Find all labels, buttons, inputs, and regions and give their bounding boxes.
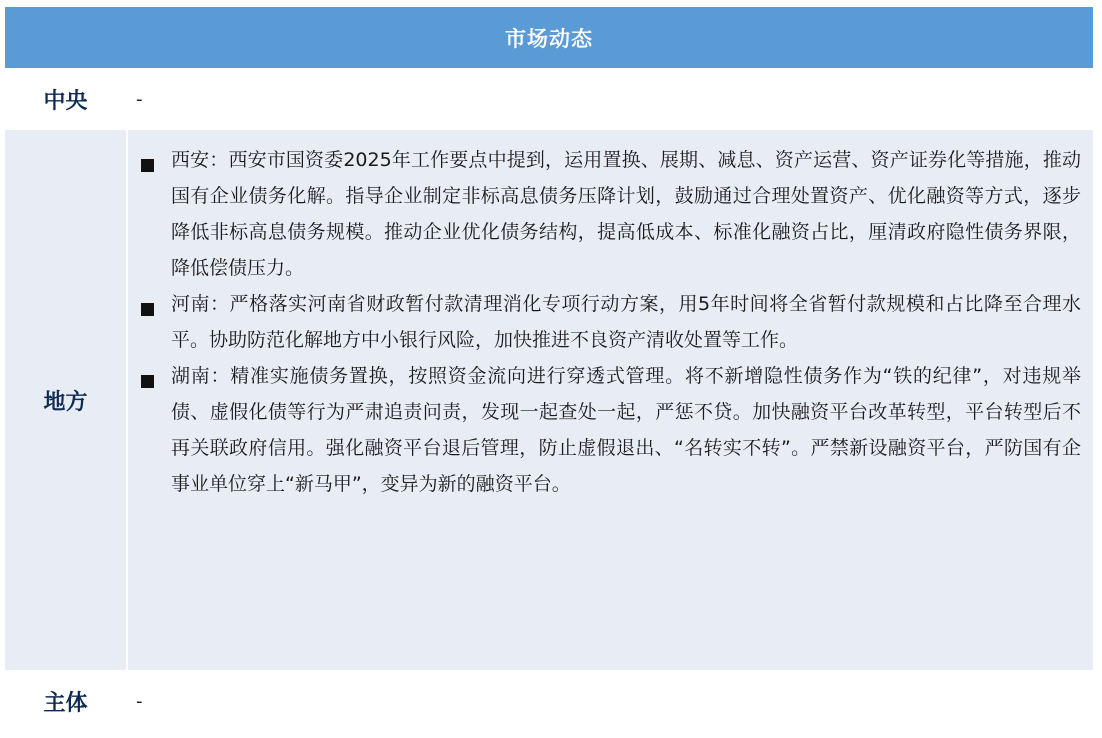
list-item-xian <box>141 142 1081 286</box>
table-title: 市场动态 <box>505 26 593 51</box>
row-value-local <box>126 130 1093 670</box>
square-bullet-icon <box>141 303 154 316</box>
square-bullet-icon <box>141 159 154 172</box>
row-label-local: 地方 <box>5 130 126 670</box>
list-item-text: 西安：西安市国资委2025年工作要点中提到，运用置换、展期、减息、资产运营、资产证券化等措施，推动国有企业债务化解。指导企业制定非标高息债务压降计划，鼓励通过合理处置资产、优化融资等方式，逐步降低非标高息债务规模。推动企业优化债务结构，提高低成本、标准化融资占比，厘清政府隐性债务界限，降低偿债压力。 <box>171 149 1081 279</box>
row-value-entity <box>126 670 1093 732</box>
row-central <box>5 68 1093 130</box>
square-bullet-icon <box>141 375 154 388</box>
list-item-text: 河南：严格落实河南省财政暂付款清理消化专项行动方案，用5年时间将全省暂付款规模和占比降至合理水平。协助防范化解地方中小银行风险，加快推进不良资产清收处置等工作。 <box>171 293 1081 351</box>
list-item-text: 湖南：精准实施债务置换，按照资金流向进行穿透式管理。将不新增隐性债务作为“铁的纪律”，对违规举债、虚假化债等行为严肃追责问责，发现一起查处一起，严惩不贷。加快融资平台改革转型，平台转型后不再关联政府信用。强化融资平台退后管理，防止虚假退出、“名转实不转”。严禁新设融资平台，严防国有企事业单位穿上“新马甲”，变异为新的融资平台。 <box>171 365 1081 495</box>
market-dynamics-table <box>5 7 1093 732</box>
row-value-central <box>126 68 1093 130</box>
row-label-entity: 主体 <box>43 690 88 716</box>
row-local <box>5 130 1093 670</box>
row-entity <box>5 670 1093 732</box>
table-header <box>5 7 1093 68</box>
central-value: - <box>136 88 143 110</box>
row-label-central: 中央 <box>43 88 88 114</box>
entity-value: - <box>136 690 143 712</box>
list-item-hunan <box>141 358 1081 502</box>
list-item-henan <box>141 286 1081 358</box>
